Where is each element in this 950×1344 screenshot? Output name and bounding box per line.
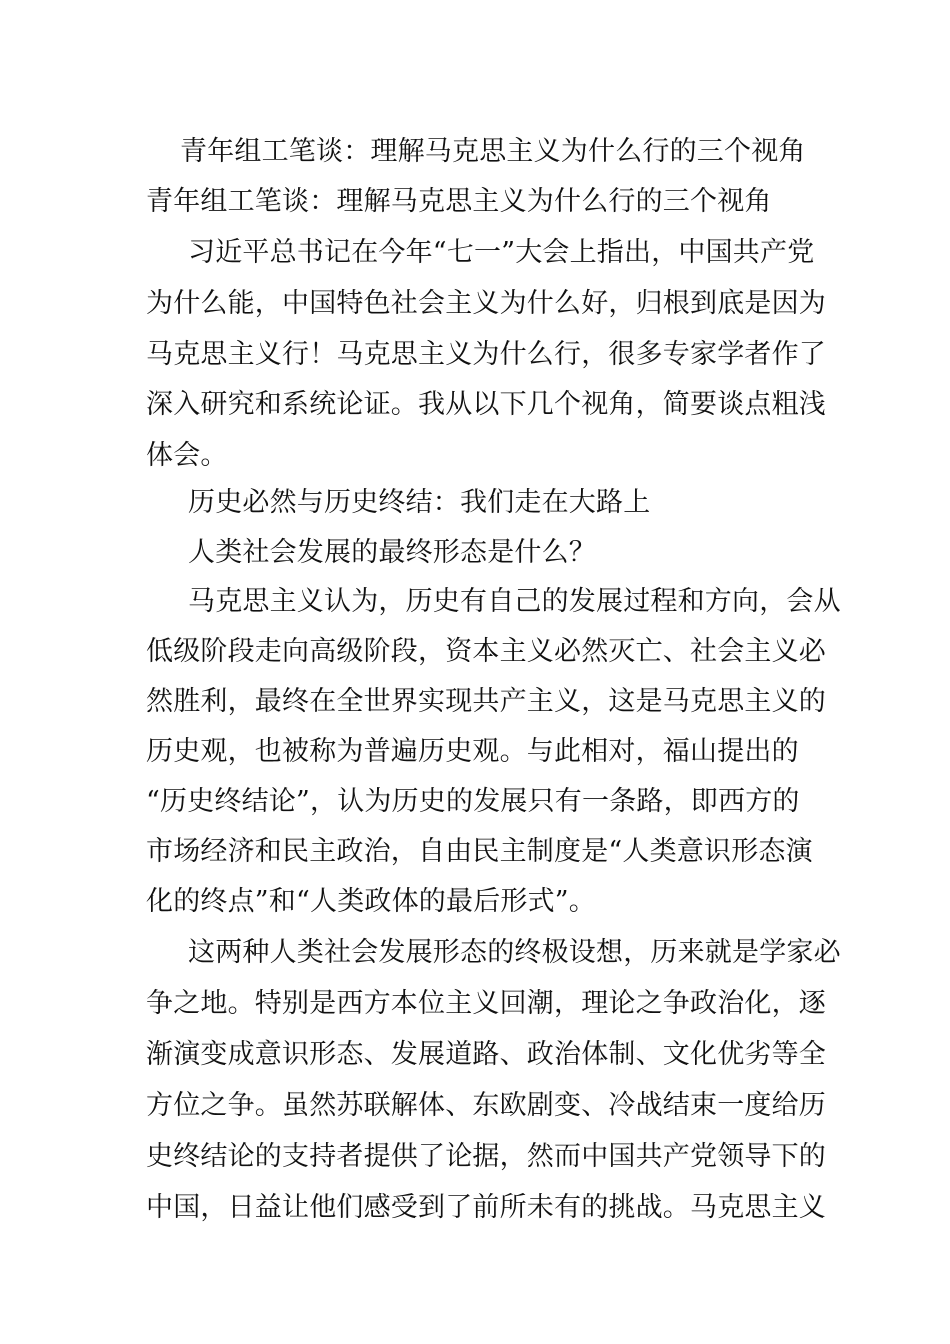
paragraph-1-line-3: 马克思主义行！马克思主义为什么行，很多专家学者作了 [146, 339, 826, 370]
document-title-repeat: 青年组工笔谈：理解马克思主义为什么行的三个视角 [180, 136, 806, 167]
paragraph-1-line-4: 深入研究和系统论证。我从以下几个视角，简要谈点粗浅 [146, 389, 826, 420]
paragraph-1-line-5: 体会。 [146, 440, 228, 471]
paragraph-3-line-3: 渐演变成意识形态、发展道路、政治体制、文化优劣等全 [146, 1039, 826, 1070]
paragraph-2-line-6: 市场经济和民主政治，自由民主制度是“人类意识形态演 [146, 836, 813, 867]
paragraph-2-line-7: 化的终点”和“人类政体的最后形式”。 [146, 886, 597, 917]
paragraph-3-line-6: 中国，日益让他们感受到了前所未有的挑战。马克思主义 [146, 1192, 826, 1223]
paragraph-2-line-3: 然胜利，最终在全世界实现共产主义，这是马克思主义的 [146, 686, 826, 717]
paragraph-2-line-1: 马克思主义认为，历史有自己的发展过程和方向，会从 [188, 586, 841, 617]
paragraph-1-line-2: 为什么能，中国特色社会主义为什么好，归根到底是因为 [146, 288, 826, 319]
paragraph-2-line-4: 历史观，也被称为普遍历史观。与此相对，福山提出的 [146, 736, 799, 767]
paragraph-2-line-2: 低级阶段走向高级阶段，资本主义必然灭亡、社会主义必 [146, 636, 826, 667]
paragraph-3-line-2: 争之地。特别是西方本位主义回潮，理论之争政治化，逐 [146, 988, 826, 1019]
paragraph-1-line-1: 习近平总书记在今年“七一”大会上指出，中国共产党 [188, 237, 815, 268]
paragraph-3-line-1: 这两种人类社会发展形态的终极设想，历来就是学家必 [188, 937, 841, 968]
section-heading: 历史必然与历史终结：我们走在大路上 [188, 487, 651, 518]
paragraph-2-line-5: “历史终结论”，认为历史的发展只有一条路，即西方的 [146, 786, 800, 817]
question-line: 人类社会发展的最终形态是什么？ [188, 537, 596, 568]
paragraph-3-line-4: 方位之争。虽然苏联解体、东欧剧变、冷战结束一度给历 [146, 1090, 826, 1121]
document-title: 青年组工笔谈：理解马克思主义为什么行的三个视角 [146, 186, 772, 217]
paragraph-3-line-5: 史终结论的支持者提供了论据，然而中国共产党领导下的 [146, 1141, 826, 1172]
